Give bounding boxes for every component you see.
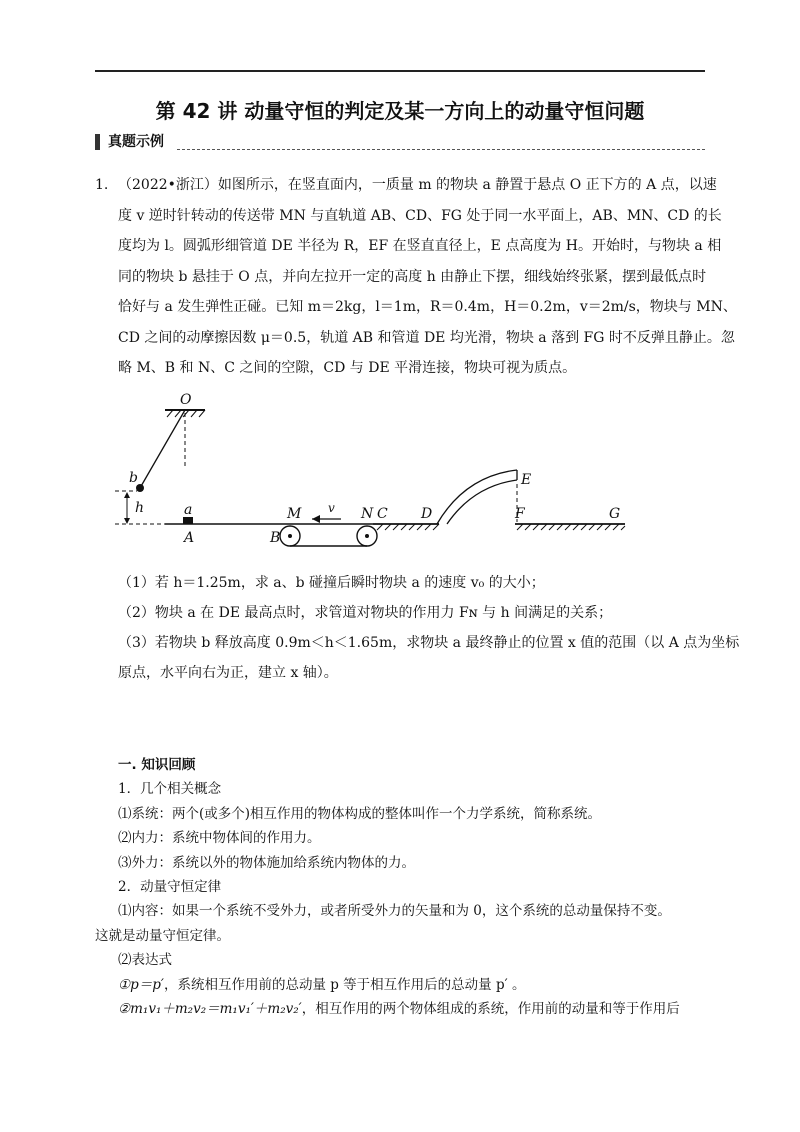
- expression-label: ⑵表达式: [118, 952, 172, 969]
- question-line: 度 v 逆时针转动的传送带 MN 与直轨道 AB、CD、FG 处于同一水平面上，AB、MN、CD 的长: [118, 207, 722, 224]
- physics-diagram: [115, 388, 635, 548]
- section-header: [95, 132, 705, 154]
- knowledge-line: 1．几个相关概念: [118, 781, 222, 798]
- section-dashed-rule: [177, 149, 705, 150]
- section-bar: [95, 134, 100, 150]
- block-a: [183, 517, 193, 524]
- page-title: 第 42 讲 动量守恒的判定及某一方向上的动量守恒问题: [155, 99, 645, 123]
- question-line: 略 M、B 和 N、C 之间的空隙，CD 与 DE 平滑连接，物块可视为质点。: [118, 360, 577, 376]
- pendulum-string: [140, 410, 185, 488]
- knowledge-line: 这就是动量守恒定律。: [95, 927, 230, 944]
- label-M: M: [287, 506, 302, 522]
- expression-1-formula: ①p＝p′: [118, 976, 164, 993]
- label-O: O: [180, 392, 192, 408]
- knowledge-line: ⑶外力：系统以外的物体施加给系统内物体的力。: [118, 854, 415, 871]
- sub-question: （1）若 h＝1.25m，求 a、b 碰撞后瞬时物块 a 的速度 v₀ 的大小；: [118, 575, 545, 591]
- tube-inner: [437, 470, 517, 524]
- knowledge-heading: 一. 知识回顾: [118, 757, 196, 773]
- question-number: 1.: [95, 177, 109, 193]
- label-E: E: [521, 472, 532, 488]
- question-line: （2022•浙江）如图所示，在竖直面内，一质量 m 的物块 a 静置于悬点 O 正下方的 A 点，以速: [118, 177, 717, 193]
- question-text: [118, 170, 737, 384]
- label-v: v: [328, 501, 335, 515]
- label-h: h: [135, 500, 145, 516]
- expression-1: [95, 973, 710, 997]
- label-F: F: [515, 506, 525, 522]
- ceiling-hatch: [167, 410, 205, 417]
- question-line: CD 之间的动摩擦因数 μ＝0.5，轨道 AB 和管道 DE 均光滑，物块 a 落到 FG 时不反弹且静止。忽: [118, 329, 735, 346]
- label-A: A: [184, 530, 195, 546]
- label-a: a: [184, 502, 193, 518]
- sub-question: 原点，水平向右为正，建立 x 轴）。: [118, 665, 338, 681]
- section-label: 真题示例: [108, 134, 164, 150]
- label-N: N: [361, 506, 374, 522]
- knowledge-line: 2．动量守恒定律: [118, 879, 222, 896]
- tube-outer: [447, 480, 517, 524]
- question-line: 度均为 l。圆弧形细管道 DE 半径为 R，EF 在竖直直径上，E 点高度为 H。开始时，与物块 a 相: [118, 238, 722, 254]
- knowledge-line: ⑴内容：如果一个系统不受外力，或者所受外力的矢量和为 0，这个系统的总动量保持不变。: [118, 903, 671, 920]
- sub-questions: [118, 568, 740, 688]
- label-G: G: [609, 506, 621, 522]
- knowledge-line: ⑴系统：两个(或多个)相互作用的物体构成的整体叫作一个力学系统，简称系统。: [118, 805, 602, 822]
- pulley-M-axle: [288, 534, 292, 538]
- top-rule: [95, 70, 705, 72]
- velocity-arrowhead: [312, 515, 320, 523]
- expression-2-formula: ②m₁v₁＋m₂v₂＝m₁v₁′＋m₂v₂′: [118, 1001, 302, 1018]
- track-FG-hatch: [517, 524, 625, 530]
- knowledge-line: ⑵内力：系统中物体间的作用力。: [118, 830, 321, 847]
- label-b: b: [129, 470, 138, 486]
- label-D: D: [421, 506, 433, 522]
- sub-question: （3）若物块 b 释放高度 0.9m＜h＜1.65m，求物块 a 最终静止的位置 x 值的范围（以 A 点为坐标: [118, 635, 740, 651]
- pulley-N-axle: [365, 534, 369, 538]
- expression-2: [95, 997, 710, 1021]
- label-C: C: [377, 506, 388, 522]
- knowledge-review: [95, 753, 710, 1021]
- question-line: 恰好与 a 发生弹性正碰。已知 m＝2kg，l＝1m，R＝0.4m，H＝0.2m，v＝2m/s，物块与 MN、: [118, 299, 737, 315]
- expression-2-text: ，相互作用的两个物体组成的系统，作用前的动量和等于作用后: [301, 1001, 680, 1018]
- expression-1-text: ，系统相互作用前的总动量 p 等于相互作用后的总动量 p′ 。: [163, 976, 526, 993]
- label-B: B: [270, 530, 281, 546]
- sub-question: （2）物块 a 在 DE 最高点时，求管道对物块的作用力 Fɴ 与 h 间满足的关系；: [118, 605, 613, 621]
- track-CD-hatch: [377, 524, 439, 530]
- question-line: 同的物块 b 悬挂于 O 点，并向左拉开一定的高度 h 由静止下摆，细线始终张紧，摆到最低点时: [118, 268, 707, 285]
